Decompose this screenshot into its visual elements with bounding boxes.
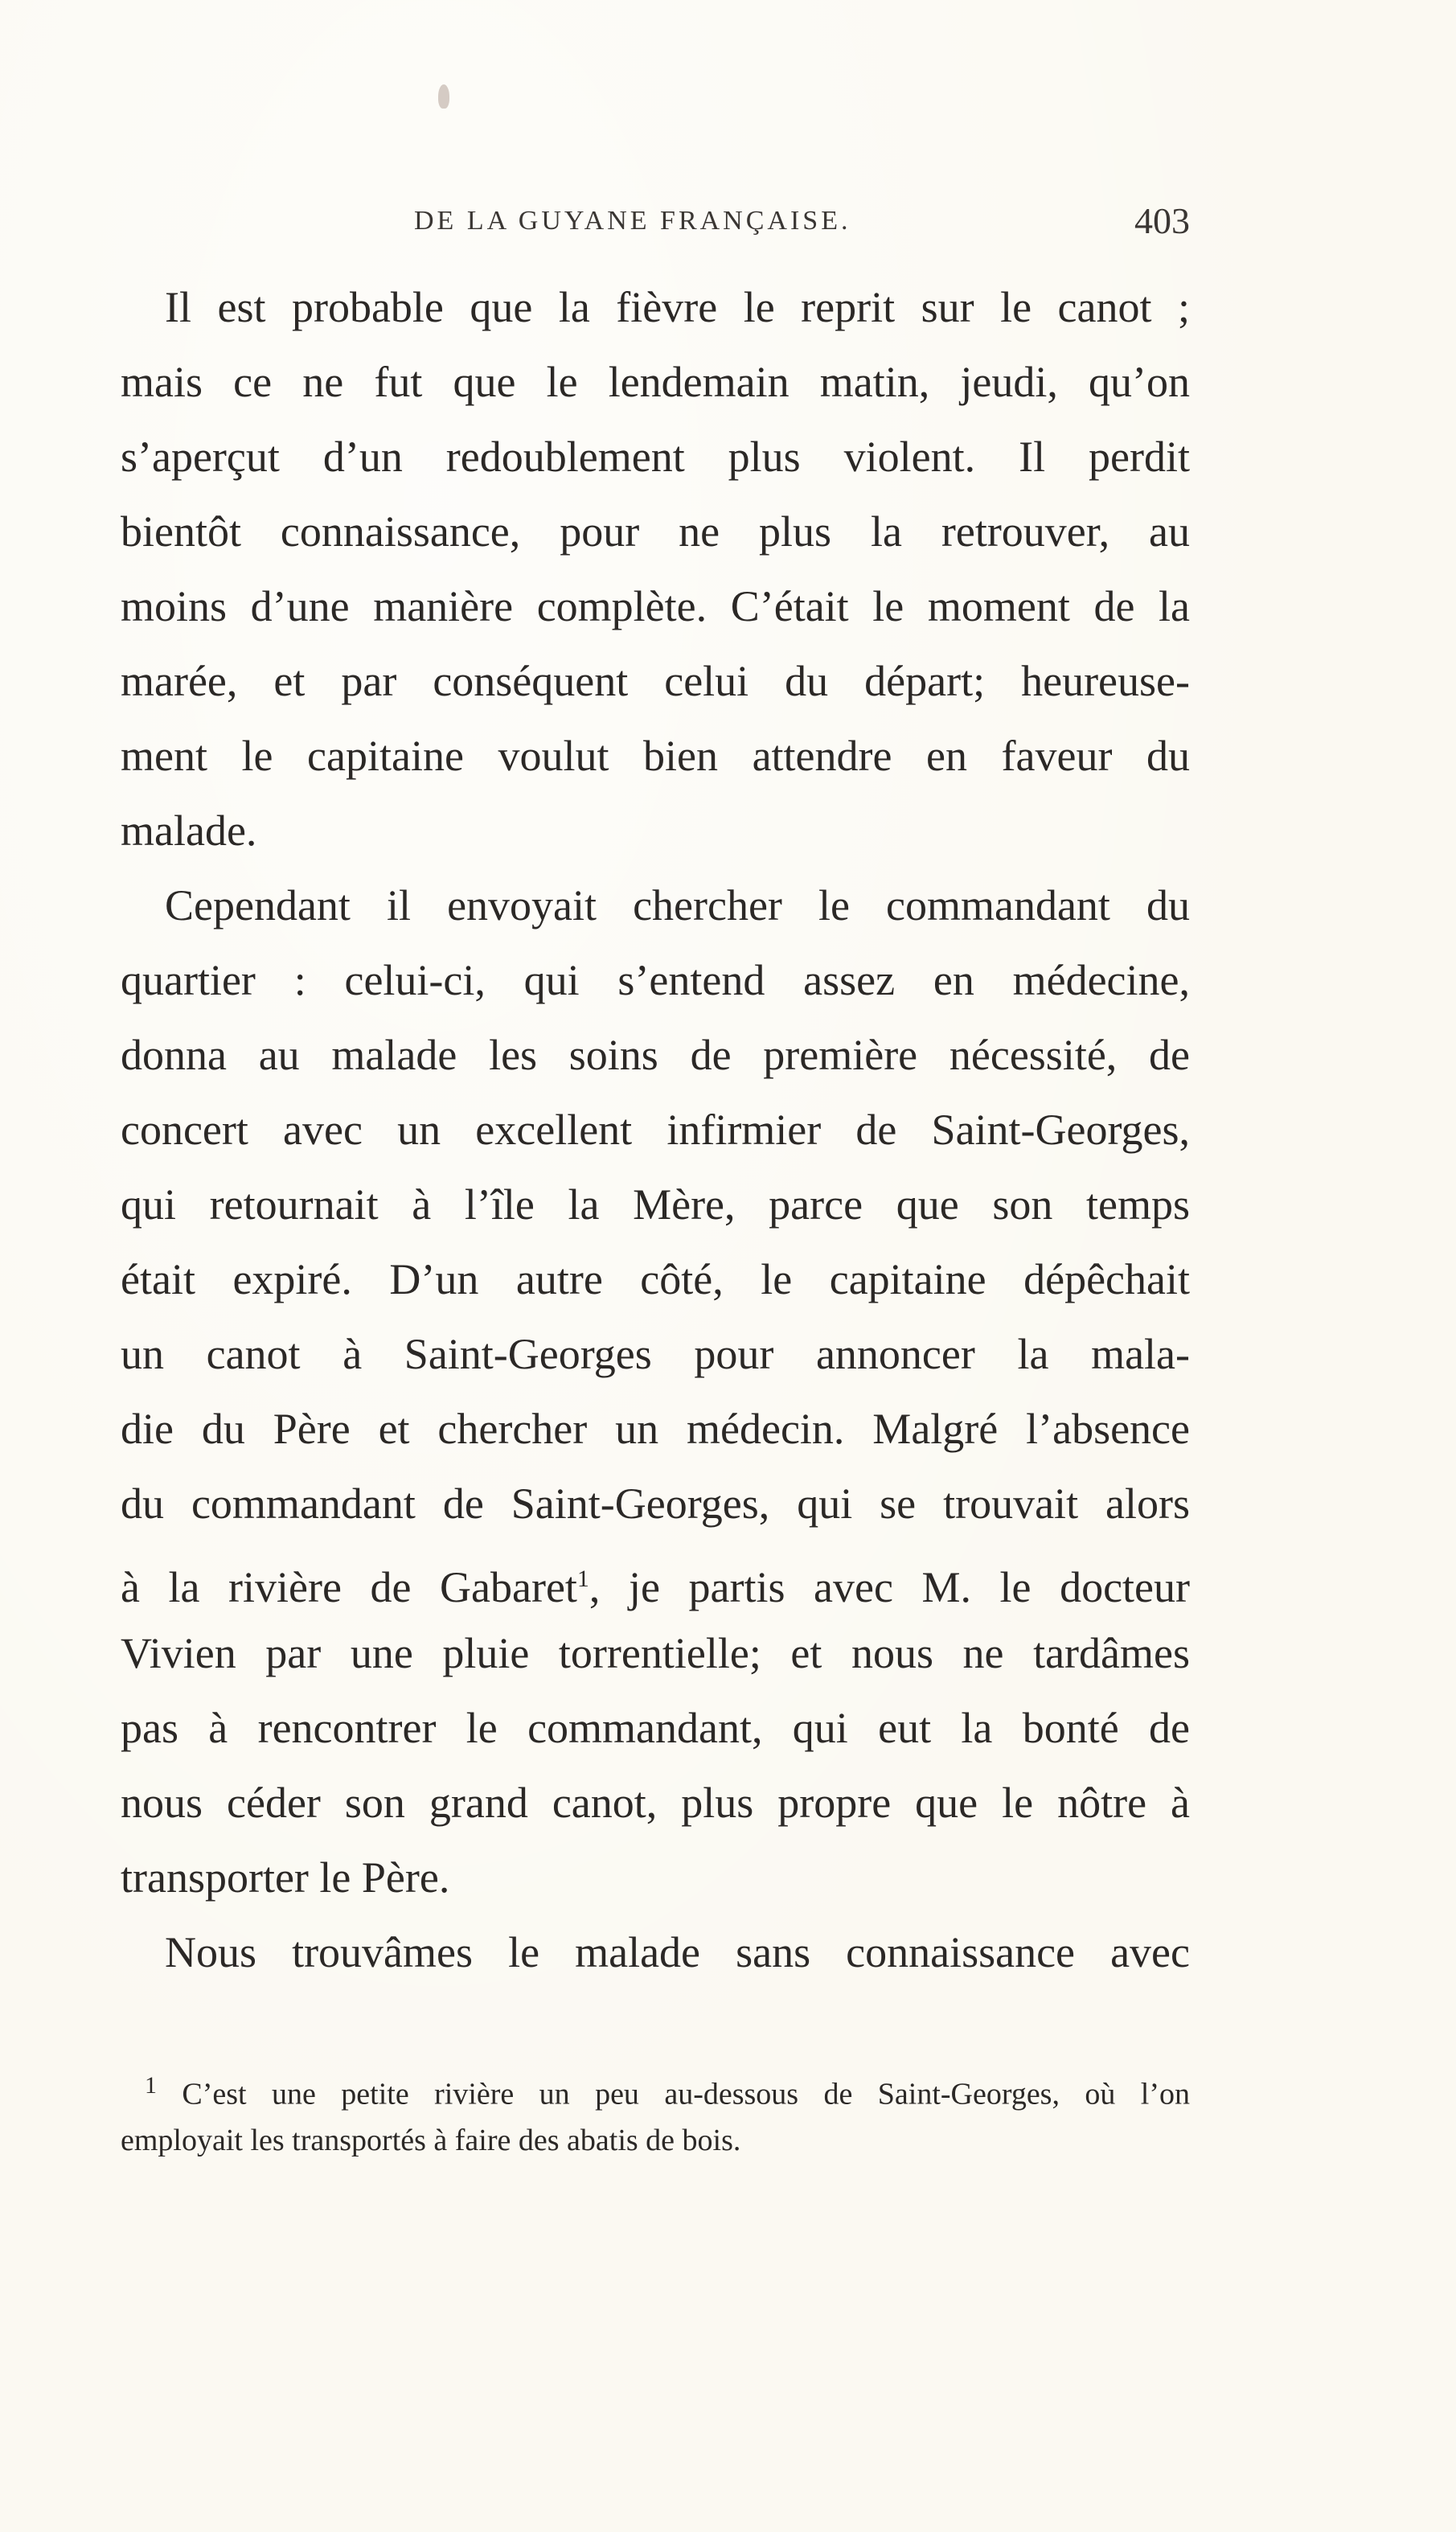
- text-line: quartier : celui-ci, qui s’entend assez en médecine,: [121, 956, 1190, 1004]
- text-line: pas à rencontrer le commandant, qui eut la bonté de: [121, 1704, 1190, 1752]
- footnote-line: [121, 2058, 1190, 2113]
- text-line: transporter le Père.: [121, 1853, 450, 1902]
- text-line: nous céder son grand canot, plus propre que le nôtre à: [121, 1779, 1190, 1827]
- text-line: moins d’une manière complète. C’était le moment de la: [121, 582, 1190, 630]
- text-line-with-footnote-ref: [121, 1541, 1190, 1616]
- body-text: [121, 270, 1190, 1990]
- text-line: Cependant il envoyait chercher le commandant du: [165, 881, 1190, 929]
- running-head: [121, 199, 1190, 248]
- text-line: du commandant de Saint-Georges, qui se trouvait alors: [121, 1479, 1190, 1528]
- text-line: Nous trouvâmes le malade sans connaissance avec: [165, 1928, 1190, 1976]
- ink-speck: [438, 84, 449, 109]
- text-line: mais ce ne fut que le lendemain matin, jeudi, qu’on: [121, 358, 1190, 406]
- text-line: s’aperçut d’un redoublement plus violent. Il perdit: [121, 433, 1190, 481]
- text-line: ment le capitaine voulut bien attendre en faveur du: [121, 732, 1190, 780]
- text-segment: , je partis avec M. le docteur: [589, 1563, 1190, 1611]
- text-line: die du Père et chercher un médecin. Malgré l’absence: [121, 1405, 1190, 1453]
- footnote-text: C’est une petite rivière un peu au-dessous de Saint-Georges, où l’on: [182, 2077, 1190, 2111]
- text-line: un canot à Saint-Georges pour annoncer la mala-: [121, 1330, 1190, 1378]
- text-line: concert avec un excellent infirmier de Saint-Georges,: [121, 1106, 1190, 1154]
- text-line: marée, et par conséquent celui du départ; heureuse-: [121, 657, 1190, 705]
- text-line: Vivien par une pluie torrentielle; et nous ne tardâmes: [121, 1629, 1190, 1677]
- text-line: était expiré. D’un autre côté, le capitaine dépêchait: [121, 1255, 1190, 1303]
- running-title: DE LA GUYANE FRANÇAISE.: [414, 206, 851, 236]
- page-number: 403: [1134, 200, 1190, 241]
- text-line: donna au malade les soins de première nécessité, de: [121, 1031, 1190, 1079]
- footnote-mark: 1: [145, 2072, 157, 2099]
- text-line: qui retournait à l’île la Mère, parce que son temps: [121, 1180, 1190, 1229]
- text-line: Il est probable que la fièvre le reprit sur le canot ;: [165, 283, 1190, 331]
- footnote: [121, 2058, 1190, 2168]
- text-line: malade.: [121, 806, 257, 855]
- footnote-ref: 1: [576, 1566, 589, 1592]
- footnote-line: employait les transportés à faire des abatis de bois.: [121, 2124, 741, 2157]
- text-segment: à la rivière de Gabaret: [121, 1563, 577, 1611]
- text-line: bientôt connaissance, pour ne plus la retrouver, au: [121, 507, 1190, 556]
